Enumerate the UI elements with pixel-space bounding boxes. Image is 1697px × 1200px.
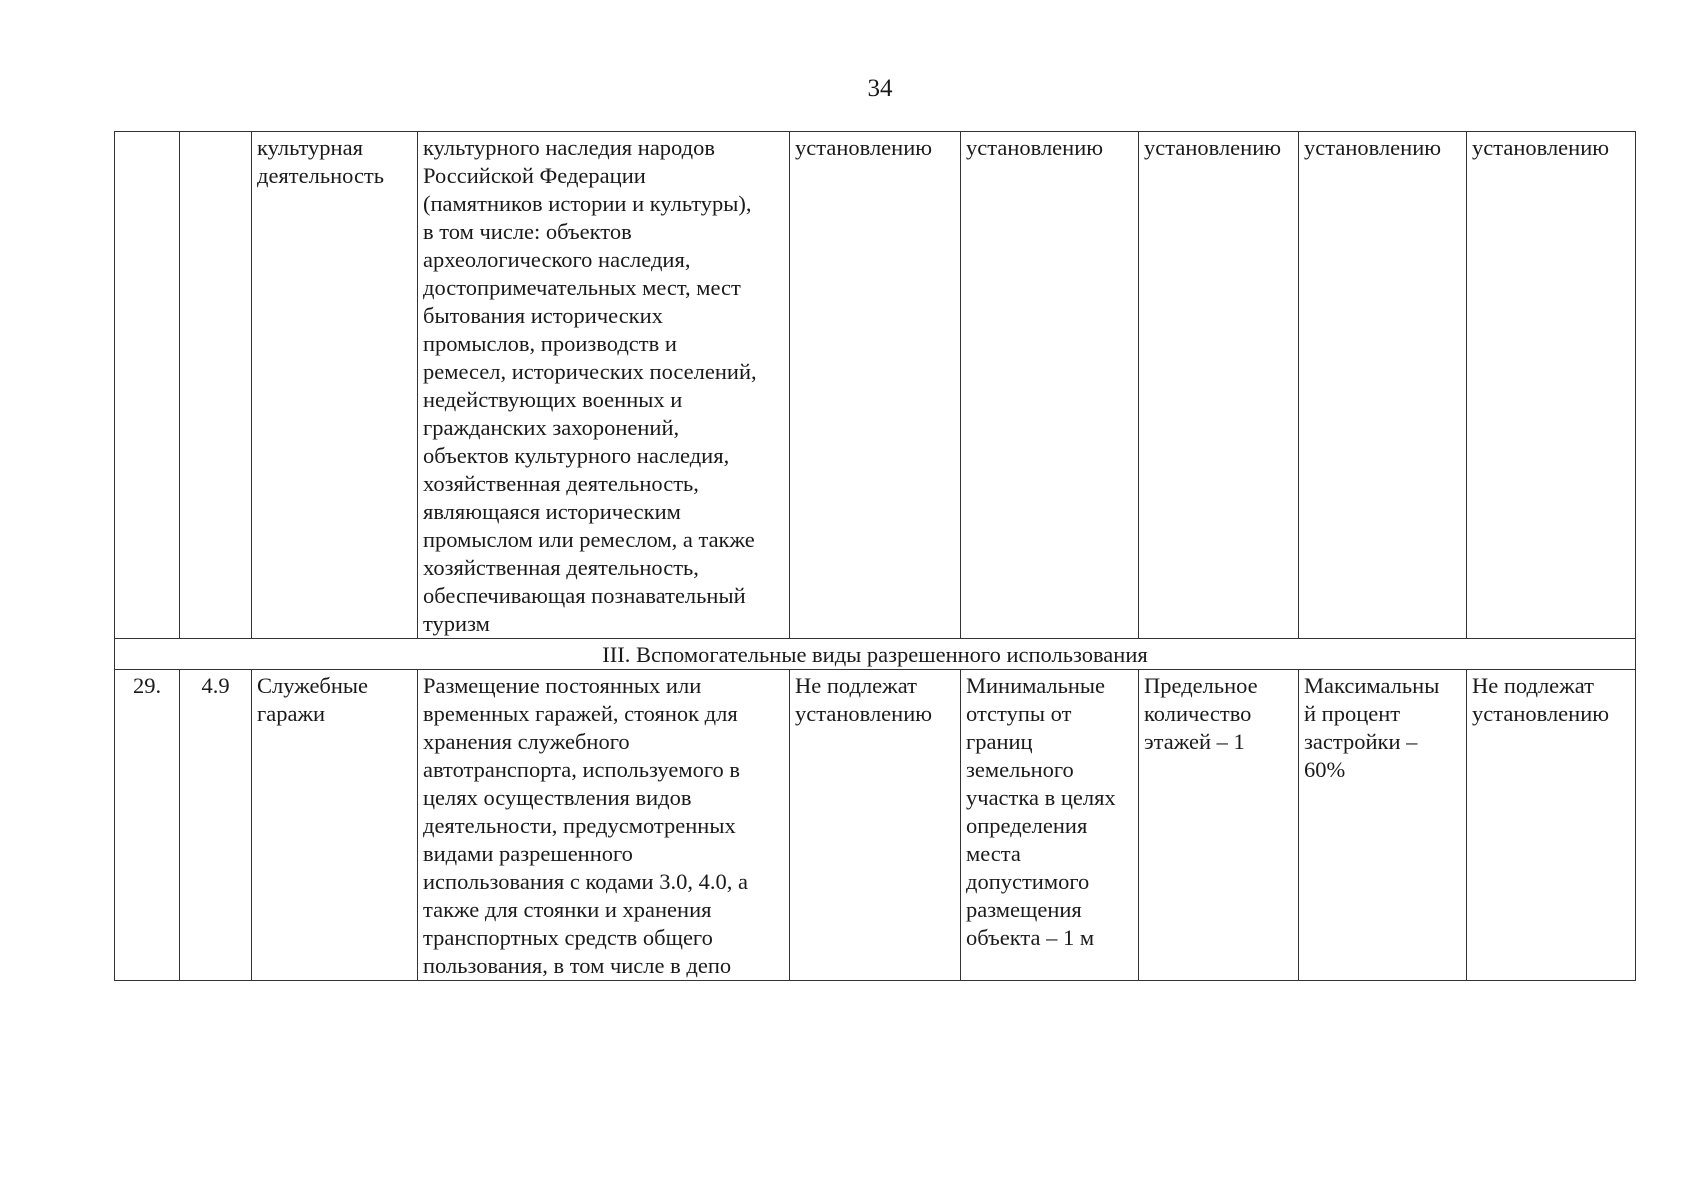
land-use-table bbox=[114, 131, 1636, 981]
parameter-cell-9: Не подлежат установлению bbox=[1467, 670, 1636, 981]
page-number: 34 bbox=[867, 75, 893, 102]
row-code-cell bbox=[180, 132, 252, 639]
row-number-cell: 29. bbox=[115, 670, 180, 981]
parameter-cell-6: Минимальные отступы от границ земельного участка в целях определения места допустимого размещения объекта – 1 м bbox=[961, 670, 1139, 981]
parameter-cell-9: установлению bbox=[1467, 132, 1636, 639]
parameter-cell-6: установлению bbox=[961, 132, 1139, 639]
use-description-cell: культурного наследия народов Российской Федерации (памятников истории и культуры), в том числе: объектов археологического наследия, достопримечательных мест, мест бытования исторических промыслов, производств и ремесел, исторических поселений, недействующих военных и гражданских захоронений, объектов культурного наследия, хозяйственная деятельность, являющаяся историческим промыслом или ремеслом, а также хозяйственная деятельность, обеспечивающая познавательный туризм bbox=[418, 132, 790, 639]
use-name-cell: Служебные гаражи bbox=[252, 670, 418, 981]
row-number-cell bbox=[115, 132, 180, 639]
use-description-cell: Размещение постоянных или временных гаражей, стоянок для хранения служебного автотранспорта, используемого в целях осуществления видов деятельности, предусмотренных видами разрешенного использования с кодами 3.0, 4.0, а также для стоянки и хранения транспортных средств общего пользования, в том числе в депо bbox=[418, 670, 790, 981]
use-name-cell: культурная деятельность bbox=[252, 132, 418, 639]
table-row bbox=[115, 670, 1636, 981]
section-header-row bbox=[115, 639, 1636, 670]
section-title: III. Вспомогательные виды разрешенного использования bbox=[115, 639, 1636, 670]
parameter-cell-5: установлению bbox=[790, 132, 961, 639]
row-code-cell: 4.9 bbox=[180, 670, 252, 981]
parameter-cell-8: установлению bbox=[1299, 132, 1467, 639]
parameter-cell-5: Не подлежат установлению bbox=[790, 670, 961, 981]
parameter-cell-7: установлению bbox=[1139, 132, 1299, 639]
table-row bbox=[115, 132, 1636, 639]
parameter-cell-8: Максимальны й процент застройки – 60% bbox=[1299, 670, 1467, 981]
parameter-cell-7: Предельное количество этажей – 1 bbox=[1139, 670, 1299, 981]
